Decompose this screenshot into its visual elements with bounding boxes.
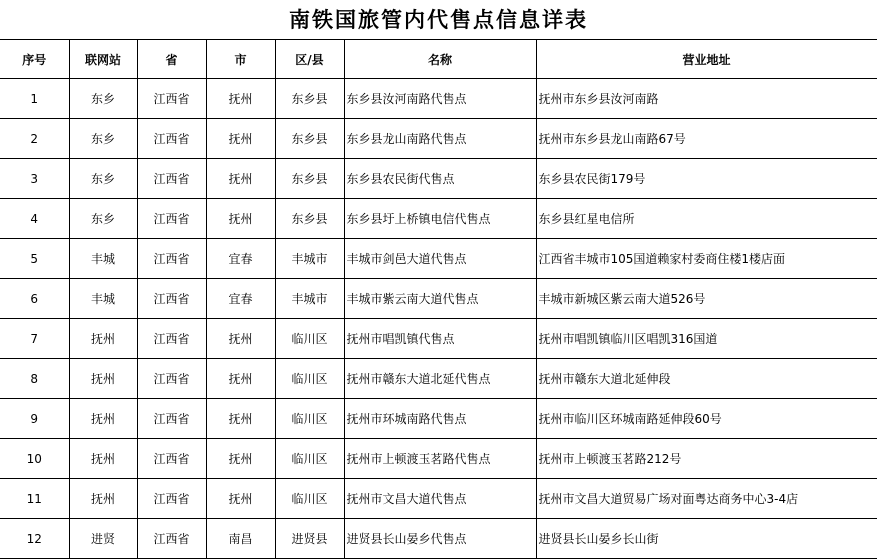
table-row	[0, 439, 877, 479]
cell-seq: 6	[0, 279, 69, 319]
cell-city: 抚州	[206, 479, 275, 519]
cell-name: 东乡县农民街代售点	[344, 159, 536, 199]
cell-county: 东乡县	[275, 159, 344, 199]
cell-station: 丰城	[69, 239, 137, 279]
table-row	[0, 279, 877, 319]
cell-province: 江西省	[137, 119, 206, 159]
cell-city: 南昌	[206, 519, 275, 559]
cell-province: 江西省	[137, 439, 206, 479]
page-title: 南铁国旅管内代售点信息详表	[289, 7, 588, 32]
cell-address: 抚州市东乡县龙山南路67号	[536, 119, 877, 159]
cell-city: 宜春	[206, 279, 275, 319]
cell-seq: 12	[0, 519, 69, 559]
cell-station: 东乡	[69, 199, 137, 239]
table-row	[0, 359, 877, 399]
cell-seq: 4	[0, 199, 69, 239]
cell-seq: 8	[0, 359, 69, 399]
cell-province: 江西省	[137, 399, 206, 439]
table-row	[0, 119, 877, 159]
table-row	[0, 479, 877, 519]
cell-city: 抚州	[206, 399, 275, 439]
cell-seq: 7	[0, 319, 69, 359]
cell-name: 东乡县汝河南路代售点	[344, 79, 536, 119]
cell-address: 抚州市东乡县汝河南路	[536, 79, 877, 119]
cell-address: 东乡县红星电信所	[536, 199, 877, 239]
cell-seq: 3	[0, 159, 69, 199]
header-address: 营业地址	[536, 40, 877, 79]
cell-station: 抚州	[69, 319, 137, 359]
cell-county: 临川区	[275, 359, 344, 399]
cell-address: 进贤县长山晏乡长山街	[536, 519, 877, 559]
cell-province: 江西省	[137, 479, 206, 519]
cell-city: 抚州	[206, 439, 275, 479]
header-province: 省	[137, 40, 206, 79]
header-row	[0, 40, 877, 79]
cell-province: 江西省	[137, 319, 206, 359]
cell-name: 抚州市文昌大道代售点	[344, 479, 536, 519]
cell-county: 东乡县	[275, 119, 344, 159]
table-row	[0, 519, 877, 559]
cell-name: 东乡县圩上桥镇电信代售点	[344, 199, 536, 239]
table-row	[0, 79, 877, 119]
cell-address: 抚州市赣东大道北延伸段	[536, 359, 877, 399]
cell-seq: 2	[0, 119, 69, 159]
cell-city: 抚州	[206, 119, 275, 159]
cell-station: 抚州	[69, 399, 137, 439]
cell-province: 江西省	[137, 239, 206, 279]
cell-address: 丰城市新城区紫云南大道526号	[536, 279, 877, 319]
cell-city: 抚州	[206, 199, 275, 239]
cell-address: 东乡县农民街179号	[536, 159, 877, 199]
outlet-table	[0, 39, 877, 559]
cell-name: 抚州市上顿渡玉茗路代售点	[344, 439, 536, 479]
cell-station: 东乡	[69, 159, 137, 199]
cell-station: 东乡	[69, 119, 137, 159]
table-row	[0, 399, 877, 439]
cell-county: 东乡县	[275, 199, 344, 239]
cell-city: 抚州	[206, 79, 275, 119]
cell-seq: 10	[0, 439, 69, 479]
cell-county: 临川区	[275, 439, 344, 479]
cell-county: 临川区	[275, 319, 344, 359]
cell-city: 抚州	[206, 319, 275, 359]
table-row	[0, 199, 877, 239]
cell-county: 临川区	[275, 399, 344, 439]
cell-station: 丰城	[69, 279, 137, 319]
cell-province: 江西省	[137, 279, 206, 319]
cell-address: 抚州市文昌大道贸易广场对面粤达商务中心3-4店	[536, 479, 877, 519]
cell-address: 抚州市上顿渡玉茗路212号	[536, 439, 877, 479]
header-city: 市	[206, 40, 275, 79]
cell-name: 丰城市紫云南大道代售点	[344, 279, 536, 319]
cell-province: 江西省	[137, 519, 206, 559]
cell-province: 江西省	[137, 159, 206, 199]
cell-station: 抚州	[69, 439, 137, 479]
table-row	[0, 239, 877, 279]
cell-station: 东乡	[69, 79, 137, 119]
table-row	[0, 319, 877, 359]
cell-county: 丰城市	[275, 279, 344, 319]
cell-province: 江西省	[137, 199, 206, 239]
cell-seq: 9	[0, 399, 69, 439]
cell-county: 丰城市	[275, 239, 344, 279]
cell-city: 抚州	[206, 159, 275, 199]
cell-county: 进贤县	[275, 519, 344, 559]
cell-name: 抚州市唱凯镇代售点	[344, 319, 536, 359]
header-name: 名称	[344, 40, 536, 79]
cell-name: 抚州市赣东大道北延代售点	[344, 359, 536, 399]
table-row	[0, 159, 877, 199]
header-seq: 序号	[0, 40, 69, 79]
cell-seq: 11	[0, 479, 69, 519]
cell-station: 抚州	[69, 479, 137, 519]
cell-county: 东乡县	[275, 79, 344, 119]
cell-address: 抚州市唱凯镇临川区唱凯316国道	[536, 319, 877, 359]
cell-province: 江西省	[137, 359, 206, 399]
cell-name: 丰城市剑邑大道代售点	[344, 239, 536, 279]
cell-station: 进贤	[69, 519, 137, 559]
cell-seq: 5	[0, 239, 69, 279]
cell-seq: 1	[0, 79, 69, 119]
cell-city: 宜春	[206, 239, 275, 279]
cell-name: 抚州市环城南路代售点	[344, 399, 536, 439]
cell-station: 抚州	[69, 359, 137, 399]
cell-address: 江西省丰城市105国道赖家村委商住楼1楼店面	[536, 239, 877, 279]
cell-province: 江西省	[137, 79, 206, 119]
cell-name: 东乡县龙山南路代售点	[344, 119, 536, 159]
cell-county: 临川区	[275, 479, 344, 519]
cell-address: 抚州市临川区环城南路延伸段60号	[536, 399, 877, 439]
header-county: 区/县	[275, 40, 344, 79]
cell-name: 进贤县长山晏乡代售点	[344, 519, 536, 559]
header-station: 联网站	[69, 40, 137, 79]
cell-city: 抚州	[206, 359, 275, 399]
